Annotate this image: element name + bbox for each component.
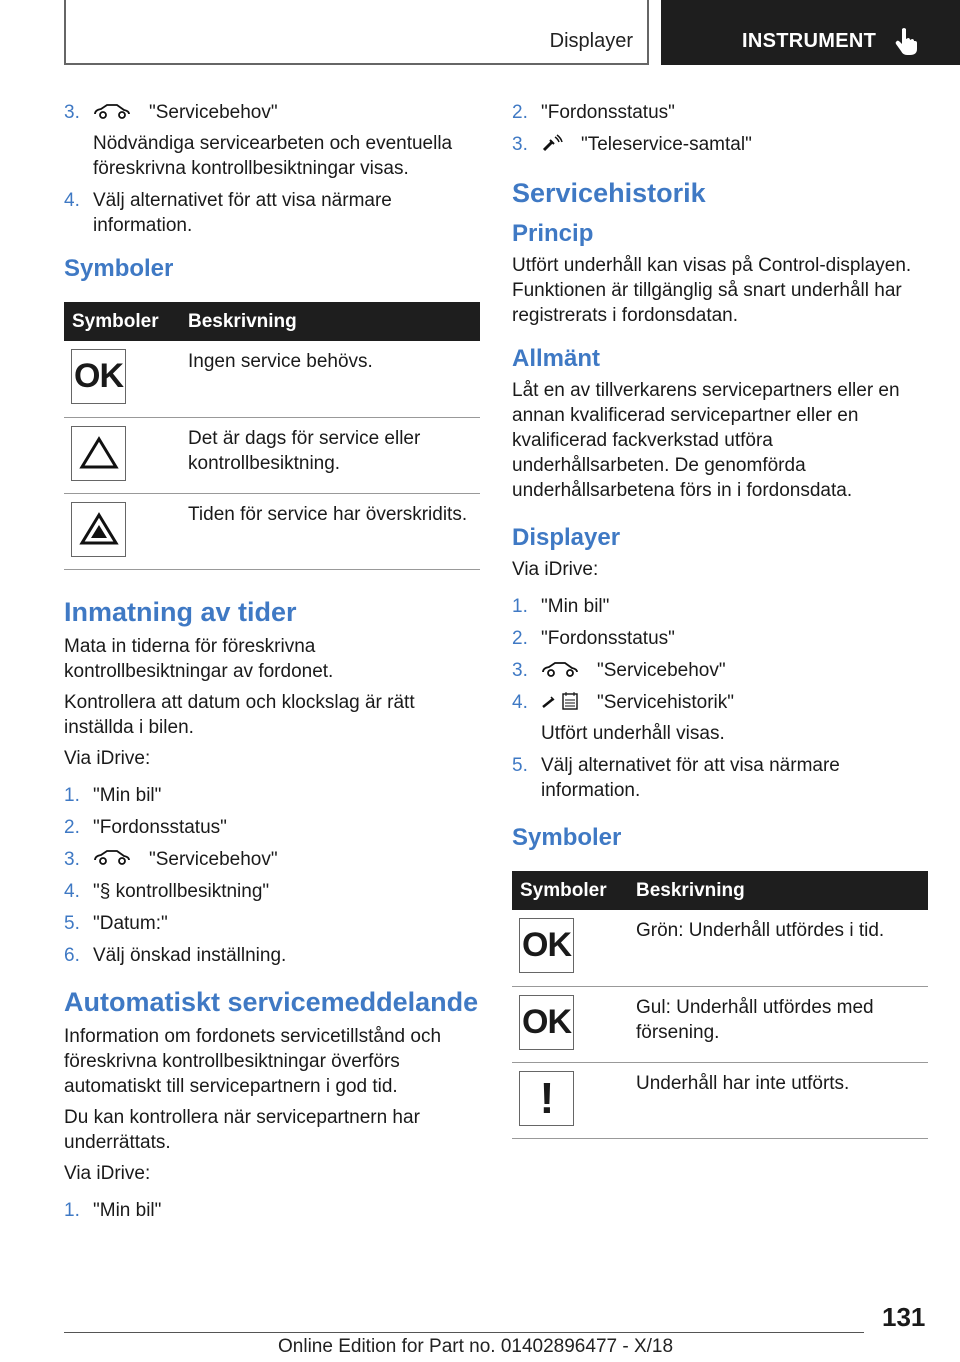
list-item: 3. "Servicebehov" bbox=[64, 848, 278, 870]
inmatning-heading: Inmatning av tider bbox=[64, 596, 297, 627]
exclamation-icon: ! bbox=[519, 1071, 574, 1126]
table-header-symbols: Symboler bbox=[512, 871, 636, 910]
paragraph: Via iDrive: bbox=[64, 747, 151, 769]
teleservice-icon bbox=[541, 133, 563, 153]
paragraph: Låt en av tillverkarens servicepartners eller en annan kvalificerad servicepartner eller en kvalificerad fackverkstad utföra underhållsarbeten. De genomförda underhållsarbetena förs in i fordonsdata. bbox=[512, 380, 900, 501]
step-text: Välj alternativet för att visa närmare information. bbox=[93, 190, 392, 236]
paragraph: Information om fordonets servicetillstånd och föreskrivna kontrollbesiktningar överförs automatiskt till servicepartnern i god tid. bbox=[64, 1025, 442, 1097]
list-item: 5. "Datum:" bbox=[64, 912, 168, 934]
displayer-heading: Displayer bbox=[512, 524, 621, 551]
step-note: Nödvändiga servicearbeten och eventuella föreskrivna kontrollbesiktningar visas. bbox=[93, 133, 453, 179]
paragraph: Via iDrive: bbox=[64, 1162, 151, 1184]
step-number: 4. bbox=[64, 190, 80, 211]
history-heading: Servicehistorik bbox=[512, 178, 706, 208]
list-item: 2. "Fordonsstatus" bbox=[512, 628, 675, 649]
table-row bbox=[64, 341, 480, 417]
paragraph: Mata in tiderna för föreskrivna kontrollbesiktningar av fordonet. bbox=[64, 635, 334, 682]
princip-heading: Princip bbox=[512, 220, 594, 247]
paragraph: Du kan kontrollera när servicepartnern har underrättats. bbox=[64, 1106, 420, 1153]
right-column bbox=[512, 100, 928, 1139]
paragraph: Via iDrive: bbox=[512, 559, 599, 580]
service-history-icon bbox=[541, 691, 579, 711]
table-cell-description: Underhåll har inte utförts. bbox=[636, 1062, 928, 1138]
list-item bbox=[64, 188, 480, 238]
list-item: 3. "Teleservice-samtal" bbox=[512, 134, 752, 155]
table-row bbox=[512, 910, 928, 986]
step-number: 3. bbox=[64, 102, 80, 123]
table-row bbox=[512, 1062, 928, 1138]
step-text: "Servicebehov" bbox=[149, 102, 278, 123]
car-service-icon bbox=[541, 661, 579, 677]
table-cell-description: Ingen service behövs. bbox=[188, 341, 480, 417]
paragraph: Utfört underhåll kan visas på Control-displayen. Funktionen är tillgänglig så snart underhåll har registrerats i fordonsdatan. bbox=[512, 255, 912, 326]
ok-yellow-icon: OK bbox=[519, 995, 574, 1050]
list-item: 6. Välj önskad inställning. bbox=[64, 944, 287, 966]
list-item: 2. "Fordonsstatus" bbox=[512, 102, 675, 123]
auto-heading: Automatiskt servicemeddelande bbox=[64, 986, 479, 1017]
header-chapter-label: INSTRUMENT bbox=[742, 30, 877, 52]
left-column bbox=[64, 100, 480, 1230]
car-service-icon bbox=[93, 103, 131, 119]
list-item: 1. "Min bil" bbox=[64, 784, 162, 806]
paragraph: Kontrollera att datum och klockslag är rätt inställda i bilen. bbox=[64, 691, 415, 738]
car-service-icon bbox=[93, 849, 131, 865]
list-item: 2. "Fordonsstatus" bbox=[64, 816, 227, 838]
history-symbols-table bbox=[512, 871, 928, 1139]
list-item: 4. "Servicehistorik" Utfört underhåll visas. bbox=[512, 690, 928, 746]
list-item: 5. Välj alternativet för att visa närmare information. bbox=[512, 755, 840, 801]
header-section-label: Displayer bbox=[549, 30, 633, 52]
table-header-symbols: Symboler bbox=[64, 302, 188, 341]
page-number: 131 bbox=[882, 1302, 926, 1332]
list-item: 3. "Servicebehov" bbox=[512, 660, 726, 681]
table-row bbox=[64, 417, 480, 493]
ok-green-icon: OK bbox=[519, 918, 574, 973]
table-row bbox=[64, 493, 480, 569]
table-cell-description: Gul: Underhåll utfördes med försening. bbox=[636, 986, 928, 1062]
table-cell-description: Tiden för service har överskridits. bbox=[188, 493, 480, 569]
list-item: 4. "§ kontrollbesiktning" bbox=[64, 880, 270, 902]
pointing-hand-icon bbox=[895, 27, 919, 55]
symbols-table bbox=[64, 302, 480, 570]
table-cell-description: Grön: Underhåll utfördes i tid. bbox=[636, 910, 928, 986]
warning-triangle-icon bbox=[71, 426, 126, 481]
table-header-description: Beskrivning bbox=[188, 302, 480, 341]
step-note: Utfört underhåll visas. bbox=[541, 723, 725, 744]
ok-icon: OK bbox=[71, 349, 126, 404]
symbols-heading: Symboler bbox=[512, 824, 622, 851]
list-item: 1. "Min bil" bbox=[512, 596, 610, 617]
footer-edition: Online Edition for Part no. 01402896477 - X/18 bbox=[278, 1336, 674, 1357]
list-item bbox=[64, 100, 480, 181]
table-row bbox=[512, 986, 928, 1062]
header-chapter-tab bbox=[661, 0, 960, 65]
table-cell-description: Det är dags för service eller kontrollbesiktning. bbox=[188, 417, 480, 493]
symbols-heading: Symboler bbox=[64, 255, 174, 282]
table-header-description: Beskrivning bbox=[636, 871, 928, 910]
overdue-triangle-icon bbox=[71, 502, 126, 557]
list-item: 1. "Min bil" bbox=[64, 1199, 162, 1221]
footer-divider bbox=[64, 1332, 864, 1333]
header-section-tab bbox=[64, 0, 649, 65]
allmant-heading: Allmänt bbox=[512, 345, 601, 372]
